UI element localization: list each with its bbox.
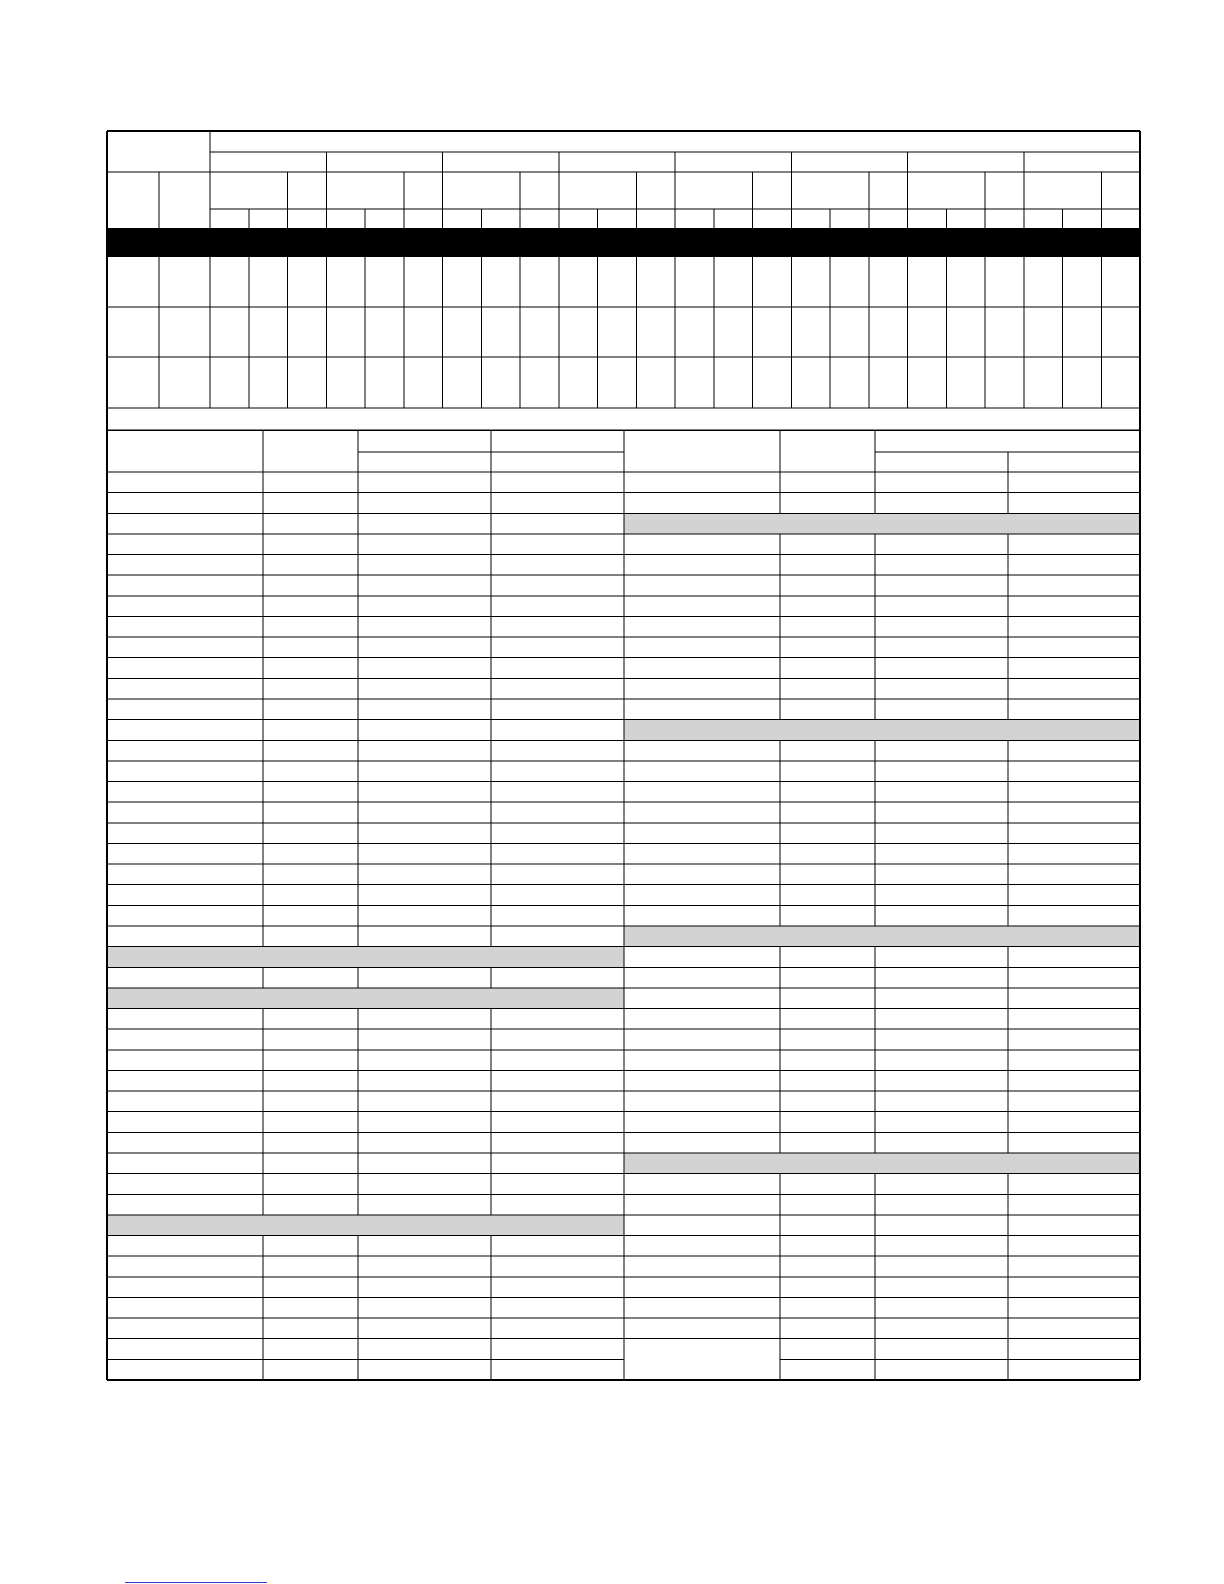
shaded-section-row: [624, 1153, 1140, 1174]
shaded-section-row: [624, 926, 1140, 947]
footer-link-underline[interactable]: [125, 1582, 267, 1583]
shaded-section-row: [624, 720, 1140, 741]
shaded-section-row: [107, 988, 624, 1009]
shaded-section-row: [107, 947, 624, 968]
shaded-section-row: [624, 513, 1140, 534]
section-banner: [107, 228, 1140, 257]
shaded-section-row: [107, 1215, 624, 1236]
